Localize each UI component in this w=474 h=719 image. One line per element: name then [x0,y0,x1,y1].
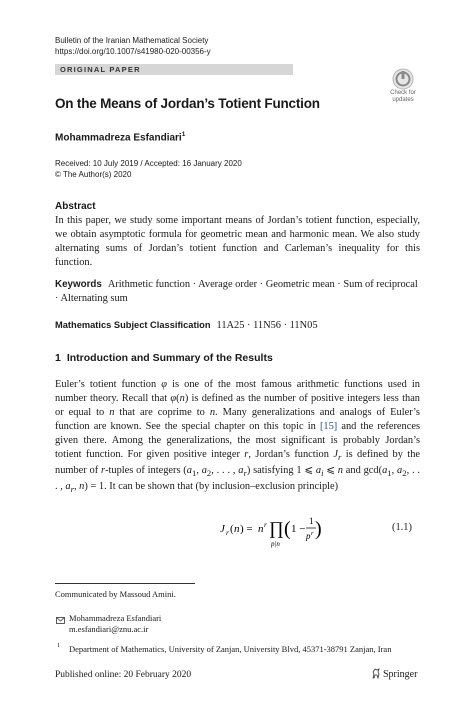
received-accepted: Received: 10 July 2019 / Accepted: 16 January 2020 [55,159,242,168]
svg-text:1: 1 [309,516,314,526]
journal-name: Bulletin of the Iranian Mathematical Society [55,36,209,45]
svg-text:n: n [258,523,264,535]
section-heading [55,352,273,364]
body-paragraph [55,378,420,496]
svg-text:n: n [234,523,240,535]
badge-text-2: updates [392,96,414,103]
badge-text-1: Check for [390,90,416,96]
msc-codes: 11A25 · 11N56 · 11N05 [216,320,318,331]
keywords [55,278,420,306]
publisher-name: Springer [383,669,418,680]
svg-text:∏: ∏ [269,518,284,538]
check-for-updates-badge[interactable] [386,68,420,102]
svg-text:): ) [315,518,322,540]
svg-text:1 −: 1 − [291,523,306,535]
corr-email[interactable]: m.esfandiari@znu.ac.ir [69,624,149,634]
communicated-by: Communicated by Massoud Amini. [55,589,176,599]
svg-text:J: J [220,523,225,535]
svg-text:p|n: p|n [271,540,280,548]
journal-header [55,35,211,57]
equation-jordan [220,512,320,548]
keywords-label: Keywords [55,279,102,290]
svg-text:(: ( [284,518,291,540]
abstract-heading: Abstract [55,201,96,212]
envelope-icon [56,617,65,624]
citation-link[interactable]: [15] [319,421,338,432]
doi-link[interactable]: https://doi.org/10.1007/s41980-020-00356-y [55,47,211,56]
footnote-rule [55,583,195,584]
equation-graphic [220,512,320,552]
intro-paragraph: Euler’s totient function φ is one of the most famous arithmetic functions used in number theory. Recall that φ(n) is defined as the number of positive integers less than or equal to n that are coprime to n. Many generalizations and analogs of Euler’s function are known. See the special chapter on this topic in [15] and the references given there. Among the generalizations, the most significant is probably Jordan’s totient function. For given positive integer r, Jordan’s function $J_r$ is defined by the number of r-tuples of integers ($a_1$, $a_2$, . . . , $a_r$) satisfying 1 ⩽ $a_i$ ⩽ n and $\gcd(a_1$, $a_2$, . . . , $a_r$, n) = 1. It can be shown that (by inclusion–exclusion principle) [55,379,421,495]
author-name[interactable]: Mohammadreza Esfandiari [55,132,182,144]
published-date: Published online: 20 February 2020 [55,670,192,680]
svg-text:p: p [306,531,311,541]
corresponding-author [69,613,161,635]
keywords-text: Arithmetic function · Average order · Geometric mean · Sum of reciprocal · Alternating sum [55,279,418,304]
copyright: © The Author(s) 2020 [55,170,132,179]
springer-horse-icon [371,668,381,679]
svg-text:) =: ) = [240,523,253,535]
section-number: 1 [55,352,61,364]
article-type-label: ORIGINAL PAPER [60,65,141,74]
msc-classification [55,318,420,333]
dates-block [55,158,242,180]
abstract-text: In this paper, we study some important means of Jordan’s totient function, especially, we obtain asymptotic formula for geometric mean and harmonic mean. We also study alternating sums of Jordan’s totient function and Carleman’s inequality for this function. [55,215,420,268]
corr-name: Mohammadreza Esfandiari [69,613,162,623]
equation-number: (1.1) [392,522,412,533]
svg-text:r: r [311,530,314,537]
affiliation: Department of Mathematics, University of Zanjan, University Blvd, 45371-38791 Zanjan, Iran [69,644,392,654]
affiliation-number: 1 [57,642,61,649]
svg-text:(: ( [230,523,234,535]
section-title: Introduction and Summary of the Results [66,352,273,364]
svg-text:r: r [264,520,267,529]
author-line [55,131,185,143]
check-updates-icon [392,68,414,90]
msc-label: Mathematics Subject Classification [55,320,211,330]
svg-text:r: r [226,528,229,537]
paper-title: On the Means of Jordan’s Totient Function [55,96,320,111]
publisher-logo [371,668,417,680]
affil-marker: 1 [181,131,186,138]
